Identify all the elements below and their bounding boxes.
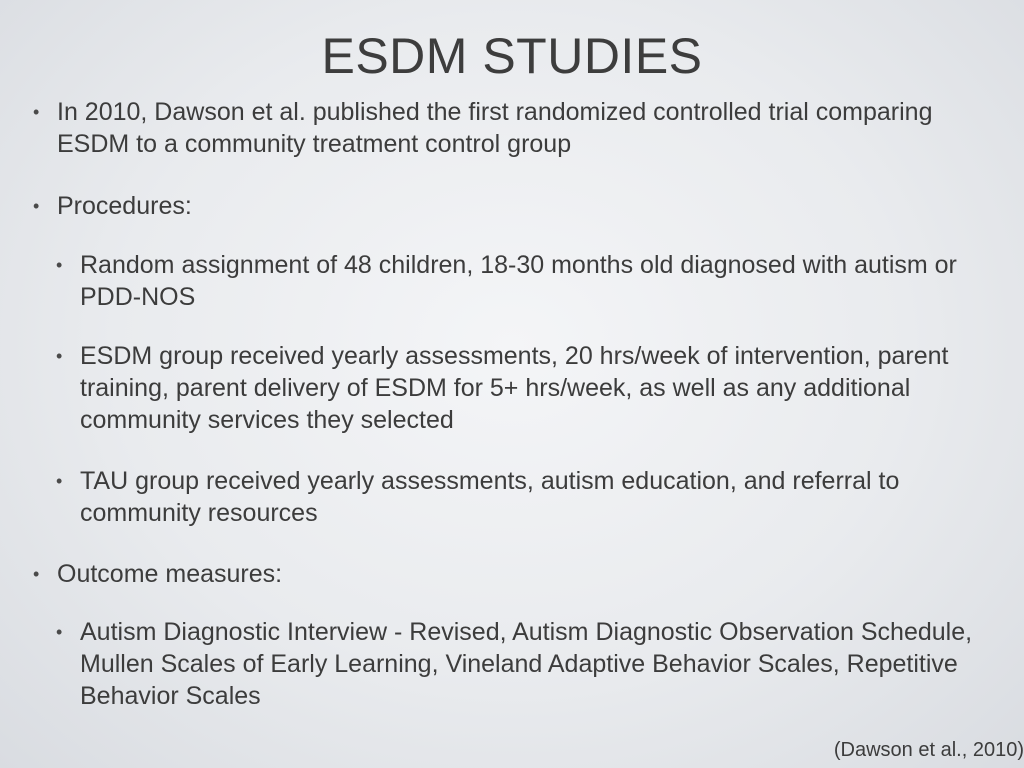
bullet-text: In 2010, Dawson et al. published the first randomized controlled trial comparing ESDM to a community treatment control group <box>57 98 933 158</box>
bullet-text: Autism Diagnostic Interview - Revised, Autism Diagnostic Observation Schedule, Mullen Scales of Early Learning, Vineland Adaptive Behavior Scales, Repetitive Behavior Scales <box>80 618 973 710</box>
bullet-procedures <box>33 190 987 222</box>
sub-bullet-tau-group <box>56 465 1000 529</box>
bullet-text: Procedures: <box>57 192 192 220</box>
bullet-text: Random assignment of 48 children, 18-30 months old diagnosed with autism or PDD-NOS <box>80 251 957 311</box>
bullet-text: ESDM group received yearly assessments, 20 hrs/week of intervention, parent training, parent delivery of ESDM for 5+ hrs/week, as well as any additional community services they selected <box>80 342 949 434</box>
bullet-outcome-measures <box>33 558 987 590</box>
slide-title: ESDM STUDIES <box>321 28 703 84</box>
sub-bullet-random-assignment <box>56 249 1000 313</box>
bullet-intro <box>33 96 987 160</box>
citation: (Dawson et al., 2010) <box>833 739 1024 761</box>
bullet-marker: • <box>33 196 40 216</box>
bullet-marker: • <box>56 255 63 275</box>
bullet-text: TAU group received yearly assessments, autism education, and referral to community resources <box>80 467 900 527</box>
bullet-marker: • <box>33 102 40 122</box>
bullet-text: Outcome measures: <box>57 560 283 588</box>
sub-bullet-measures-list <box>56 616 1000 712</box>
bullet-marker: • <box>56 471 63 491</box>
bullet-marker: • <box>56 346 63 366</box>
sub-bullet-esdm-group <box>56 340 1000 436</box>
bullet-marker: • <box>33 564 40 584</box>
bullet-marker: • <box>56 622 63 642</box>
